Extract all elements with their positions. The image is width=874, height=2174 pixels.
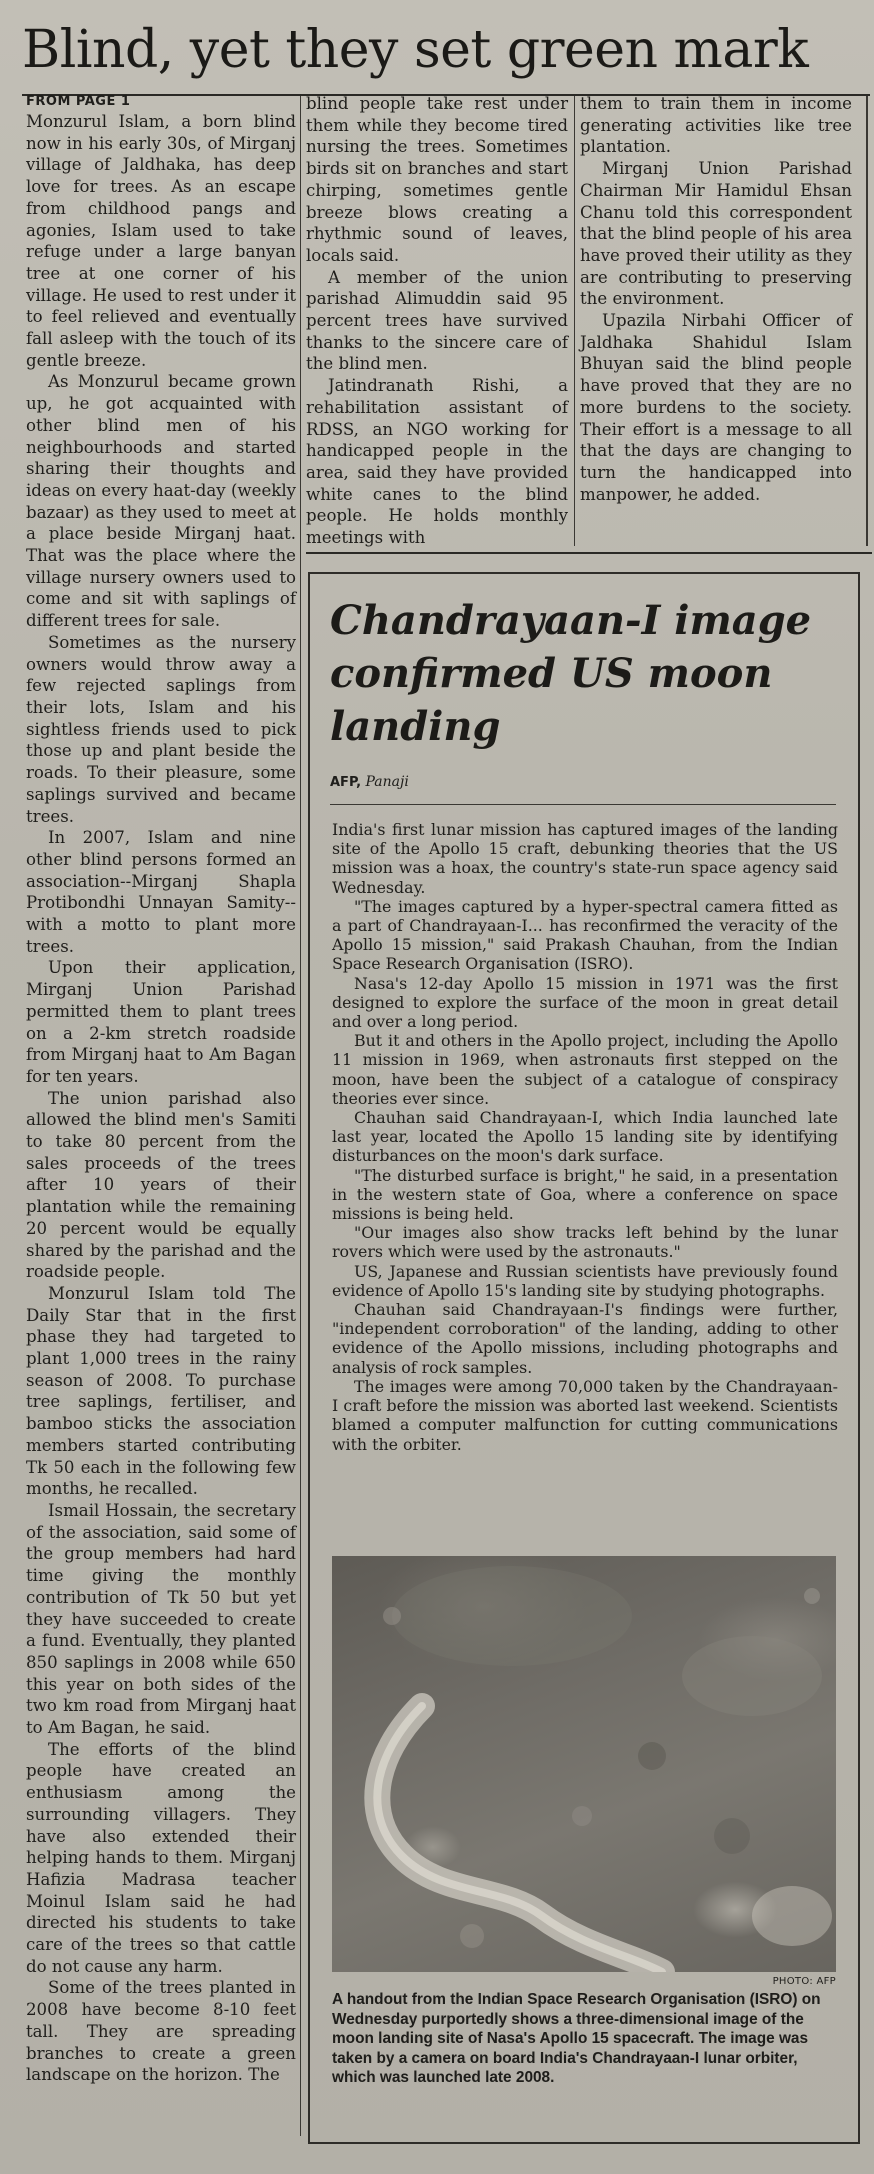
paragraph: blind people take rest under them while they become tired nursing the trees. Sometimes birds sit on branches and start chirping, sometimes gentle breeze blows creating a rhythmic sound of leaves, locals said.: [306, 94, 568, 265]
photo-caption: A handout from the Indian Space Research Organisation (ISRO) on Wednesday purportedly shows a three-dimensional image of the moon landing site of Nasa's Apollo 15 spacecraft. The image was taken by a camera on board India's Chandrayaan-I lunar orbiter, which was launched late 2008.: [332, 1991, 821, 2087]
paragraph: Ismail Hossain, the secretary of the association, said some of the group members had hard time giving the monthly contribution of Tk 50 but yet they have succeeded to create a fund. Eventually, they planted 850 saplings in 2008 while 650 this year on both sides of the two km road from Mirganj haat to Am Bagan, he said.: [26, 1501, 296, 1738]
paragraph: Monzurul Islam, a born blind now in his early 30s, of Mirganj village of Jaldhaka, has deep love for trees. As an escape from childhood pangs and agonies, Islam used to take refuge under a large banyan tree at one corner of his village. He used to rest under it to feel relieved and eventually fall asleep with the touch of its gentle breeze.: [26, 112, 296, 370]
byline-place: Panaji: [365, 774, 409, 790]
paragraph: them to train them in income generating activities like tree plantation.: [580, 94, 852, 157]
paragraph: Some of the trees planted in 2008 have become 8-10 feet tall. They are spreading branches to create a green landscape on the horizon. The: [26, 1978, 296, 2085]
paragraph: Monzurul Islam told The Daily Star that in the first phase they had targeted to plant 1,000 trees in the rainy season of 2008. To purchase tree saplings, fertiliser, and bamboo sticks the association members started contributing Tk 50 each in the following few months, he recalled.: [26, 1283, 296, 1499]
boxed-article-headline: Chandrayaan-I image confirmed US moon landing: [330, 597, 812, 750]
paragraph: The images were among 70,000 taken by the Chandrayaan-I craft before the mission was aborted last weekend. Scientists blamed a computer malfunction for cutting communications with the orbiter.: [332, 1376, 838, 1454]
boxed-article-body: [332, 820, 838, 1454]
paragraph: India's first lunar mission has captured images of the landing site of the Apollo 15 craft, debunking theories that the US mission was a hoax, the country's state-run space agency said Wednesday.: [332, 820, 838, 897]
boxed-article: [308, 572, 860, 2144]
paragraph: In 2007, Islam and nine other blind persons formed an association--Mirganj Shapla Protibondhi Unnayan Samity--with a motto to plant more trees.: [26, 828, 296, 956]
paragraph: Upazila Nirbahi Officer of Jaldhaka Shahidul Islam Bhuyan said the blind people have proved that they are no more burdens to the society. Their effort is a message to all that the days are changing to turn the handicapped into manpower, he added.: [580, 311, 852, 504]
paragraph: Upon their application, Mirganj Union Parishad permitted them to plant trees on a 2-km stretch roadside from Mirganj haat to Am Bagan for ten years.: [26, 958, 296, 1086]
byline: [330, 772, 830, 793]
paragraph: The efforts of the blind people have created an enthusiasm among the surrounding villagers. They have also extended their helping hands to them. Mirganj Hafizia Madrasa teacher Moinul Islam said he had directed his students to take care of the trees so that cattle do not cause any harm.: [26, 1739, 296, 1976]
continued-kicker: FROM PAGE 1: [26, 94, 131, 109]
paragraph: The union parishad also allowed the blind men's Samiti to take 80 percent from the sales proceeds of the trees after 10 years of their plantation while the remaining 20 percent would be equally shared by the parishad and the roadside people.: [26, 1088, 296, 1282]
paragraph: "Our images also show tracks left behind by the lunar rovers which were used by the astronauts.": [332, 1223, 838, 1262]
paragraph: Chauhan said Chandrayaan-I's findings were further, "independent corroboration" of the landing, adding to other evidence of the Apollo missions, including photographs and analysis of rock samples.: [332, 1300, 838, 1377]
paragraph: "The disturbed surface is bright," he said, in a presentation in the western state of Goa, where a conference on space missions is being held.: [332, 1165, 838, 1224]
paragraph: Sometimes as the nursery owners would throw away a few rejected saplings from their lots, Islam and his sightless friends used to pick those up and plant beside the roads. To their pleasure, some saplings survived and became trees.: [26, 632, 296, 826]
column-divider: [574, 96, 575, 546]
column-divider: [300, 96, 301, 2136]
paragraph: "The images captured by a hyper-spectral camera fitted as a part of Chandrayaan-I... has reconfirmed the veracity of the Apollo 15 mission," said Prakash Chauhan, from the Indian Space Research Organisation (ISRO).: [332, 896, 838, 974]
paragraph: Nasa's 12-day Apollo 15 mission in 1971 was the first designed to explore the surface of the moon in great detail and over a long period.: [332, 973, 838, 1032]
byline-agency: AFP,: [330, 775, 362, 790]
byline-rule: [330, 804, 836, 805]
section-rule: [306, 552, 872, 554]
paragraph: As Monzurul became grown up, he got acquainted with other blind men of his neighbourhoods and started sharing their thoughts and ideas on every haat-day (weekly bazaar) as they used to meet at a place beside Mirganj haat. That was the place where the village nursery owners used to come and sit with saplings of different trees for sale.: [26, 372, 296, 631]
paragraph: Jatindranath Rishi, a rehabilitation assistant of RDSS, an NGO working for handicapped people in the area, said they have provided white canes to the blind people. He holds monthly meetings with: [306, 376, 568, 548]
paragraph: Mirganj Union Parishad Chairman Mir Hamidul Ehsan Chanu told this correspondent that the blind people of his area have proved their utility as they are contributing to preserving the environment.: [580, 159, 852, 309]
lunar-surface-texture: [332, 1556, 836, 1972]
paragraph: Chauhan said Chandrayaan-I, which India launched late last year, located the Apollo 15 landing site by identifying disturbances on the moon's dark surface.: [332, 1108, 838, 1166]
photo-credit: PHOTO: AFP: [772, 1976, 836, 1987]
column-divider: [866, 96, 868, 546]
article-column-3: [580, 93, 852, 505]
paragraph: US, Japanese and Russian scientists have previously found evidence of Apollo 15's landing site by studying photographs.: [332, 1261, 838, 1300]
article-column-2: [306, 93, 568, 549]
article-headline: Blind, yet they set green mark: [22, 20, 809, 80]
moon-landing-photo: [332, 1556, 836, 1972]
article-column-1: [26, 93, 296, 2086]
paragraph: A member of the union parishad Alimuddin said 95 percent trees have survived thanks to the sincere care of the blind men.: [306, 267, 568, 374]
paragraph: But it and others in the Apollo project, including the Apollo 11 mission in 1969, when astronauts first stepped on the moon, have been the subject of a catalogue of conspiracy theories ever since.: [332, 1031, 838, 1108]
